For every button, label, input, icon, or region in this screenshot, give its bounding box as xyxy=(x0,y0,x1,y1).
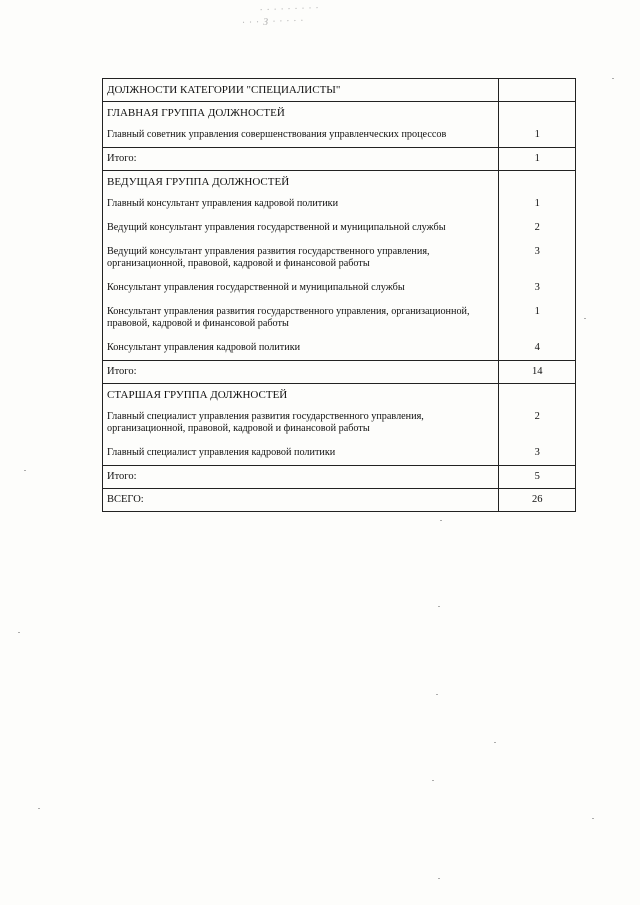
position-name: Главный советник управления совершенствования управленческих процессов xyxy=(103,123,499,148)
group-total-value: 5 xyxy=(499,466,576,489)
table-row xyxy=(103,300,576,336)
position-count: 3 xyxy=(499,276,576,300)
group-title: ГЛАВНАЯ ГРУППА ДОЛЖНОСТЕЙ xyxy=(103,102,499,124)
scan-speck xyxy=(494,742,496,743)
position-count: 3 xyxy=(499,441,576,466)
scan-speck xyxy=(612,78,614,79)
scan-speck xyxy=(440,520,442,521)
category-header: ДОЛЖНОСТИ КАТЕГОРИИ "СПЕЦИАЛИСТЫ" xyxy=(103,79,499,102)
group-title: ВЕДУЩАЯ ГРУППА ДОЛЖНОСТЕЙ xyxy=(103,171,499,193)
table-row xyxy=(103,240,576,276)
group-title: СТАРШАЯ ГРУППА ДОЛЖНОСТЕЙ xyxy=(103,384,499,406)
stamp-line-1: · · · · · · · · · xyxy=(259,2,320,16)
group-total-label: Итого: xyxy=(103,148,499,171)
table-row xyxy=(103,405,576,441)
position-name: Главный специалист управления развития государственного управления, организационной, правовой, кадровой и финансовой работы xyxy=(103,405,499,441)
group-title-row xyxy=(103,102,576,124)
group-total-value: 14 xyxy=(499,361,576,384)
scan-speck xyxy=(436,694,438,695)
table-row xyxy=(103,336,576,361)
position-name: Консультант управления развития государственного управления, организационной, правовой, кадровой и финансовой работы xyxy=(103,300,499,336)
position-name: Консультант управления кадровой политики xyxy=(103,336,499,361)
scan-speck xyxy=(438,878,440,879)
category-header-count xyxy=(499,79,576,102)
grand-total-value: 26 xyxy=(499,489,576,512)
stamp-line-2: · · · З · · · · · xyxy=(241,15,305,29)
staff-positions-table xyxy=(102,78,576,512)
group-total-row xyxy=(103,148,576,171)
position-name: Главный консультант управления кадровой политики xyxy=(103,192,499,216)
group-total-label: Итого: xyxy=(103,361,499,384)
position-name: Ведущий консультант управления государственной и муниципальной службы xyxy=(103,216,499,240)
scan-speck xyxy=(438,606,440,607)
position-count: 4 xyxy=(499,336,576,361)
scan-speck xyxy=(432,780,434,781)
group-title-row xyxy=(103,171,576,193)
scan-speck xyxy=(584,318,586,319)
position-name: Главный специалист управления кадровой политики xyxy=(103,441,499,466)
table-header-row xyxy=(103,79,576,102)
position-count: 1 xyxy=(499,300,576,336)
scan-speck xyxy=(24,470,26,471)
group-total-label: Итого: xyxy=(103,466,499,489)
table-row xyxy=(103,216,576,240)
grand-total-row xyxy=(103,489,576,512)
grand-total-label: ВСЕГО: xyxy=(103,489,499,512)
group-title-row xyxy=(103,384,576,406)
group-total-row xyxy=(103,361,576,384)
group-total-value: 1 xyxy=(499,148,576,171)
position-name: Консультант управления государственной и муниципальной службы xyxy=(103,276,499,300)
scan-speck xyxy=(38,808,40,809)
table-row xyxy=(103,123,576,148)
scan-speck xyxy=(18,632,20,633)
position-count: 2 xyxy=(499,405,576,441)
position-count: 3 xyxy=(499,240,576,276)
faded-stamp xyxy=(232,0,403,35)
position-count: 1 xyxy=(499,192,576,216)
position-name: Ведущий консультант управления развития государственного управления, организационной, правовой, кадровой и финансовой работы xyxy=(103,240,499,276)
position-count: 1 xyxy=(499,123,576,148)
group-total-row xyxy=(103,466,576,489)
position-count: 2 xyxy=(499,216,576,240)
table-row xyxy=(103,192,576,216)
table-row xyxy=(103,276,576,300)
scan-speck xyxy=(592,818,594,819)
table-row xyxy=(103,441,576,466)
